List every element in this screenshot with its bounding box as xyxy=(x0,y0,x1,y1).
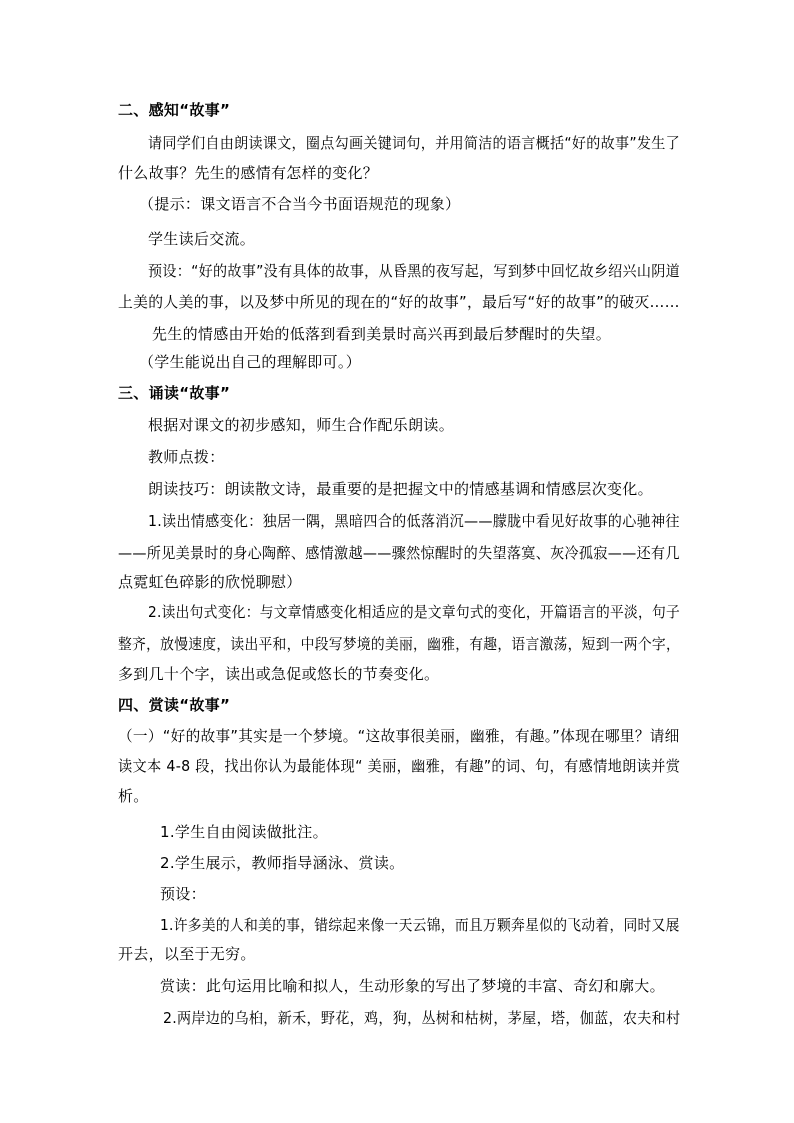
paragraph-line: 赏读：此句运用比喻和拟人，生动形象的写出了梦境的丰富、奇幻和廓大。 xyxy=(160,977,665,995)
paragraph-line: 教师点拨： xyxy=(148,448,225,466)
paragraph-line: 预设：“好的故事”没有具体的故事，从昏黑的夜写起，写到梦中回忆故乡绍兴山阴道 xyxy=(148,262,680,280)
section-heading-appreciate: 四、赏读“故事” xyxy=(118,696,231,714)
paragraph-line: 1.学生自由阅读做批注。 xyxy=(160,823,328,841)
paragraph-line: 先生的情感由开始的低落到看到美景时高兴再到最后梦醒时的失望。 xyxy=(152,325,612,343)
paragraph-line: （提示：课文语言不合当今书面语规范的现象） xyxy=(139,195,461,213)
section-heading-perceive: 二、感知“故事” xyxy=(118,101,231,119)
paragraph-line: 点霓虹色碎影的欣悦聊慰） xyxy=(118,573,302,591)
paragraph-line: ——所见美景时的身心陶醉、感情激越——骤然惊醒时的失望落寞、灰冷孤寂——还有几 xyxy=(118,544,680,562)
paragraph-line: 预设： xyxy=(160,885,206,903)
paragraph-line: 请同学们自由朗读课文，圈点勾画关键词句，并用简洁的语言概括“好的故事”发生了 xyxy=(148,134,680,152)
paragraph-line: 开去，以至于无穷。 xyxy=(118,945,256,963)
paragraph-line: 1.许多美的人和美的事，错综起来像一天云锦，而且万颗奔星似的飞动着，同时又展 xyxy=(160,916,680,934)
paragraph-line: 2.学生展示，教师指导涵泳、赏读。 xyxy=(160,854,405,872)
paragraph-line: 学生读后交流。 xyxy=(148,230,256,248)
paragraph-line: 1.读出情感变化：独居一隅，黑暗四合的低落消沉——朦胧中看见好故事的心驰神往 xyxy=(148,512,680,530)
paragraph-line: 析。 xyxy=(118,787,149,805)
paragraph-line: 整齐，放慢速度，读出平和，中段写梦境的美丽，幽雅，有趣，语言激荡，短到一两个字， xyxy=(118,635,681,653)
paragraph-line: 多到几十个字，读出或急促或悠长的节奏变化。 xyxy=(118,665,440,683)
paragraph-line: （一）“好的故事”其实是一个梦境。“这故事很美丽，幽雅，有趣。”体现在哪里？请细 xyxy=(118,727,680,745)
paragraph-line: 朗读技巧：朗读散文诗，最重要的是把握文中的情感基调和情感层次变化。 xyxy=(148,480,653,498)
paragraph-line: 根据对课文的初步感知，师生合作配乐朗读。 xyxy=(148,416,455,434)
paragraph-line: 什么故事？先生的感情有怎样的变化？ xyxy=(118,164,379,182)
paragraph-line: 上美的人美的事，以及梦中所见的现在的“好的故事”，最后写“好的故事”的破灭…… xyxy=(118,293,680,311)
paragraph-line: 读文本 4-8 段，找出你认为最能体现“ 美丽，幽雅，有趣”的词、句，有感情地朗读并赏 xyxy=(118,757,681,775)
paragraph-line: 2.读出句式变化：与文章情感变化相适应的是文章句式的变化，开篇语言的平淡，句子 xyxy=(148,603,681,621)
paragraph-line: 2.两岸边的乌桕，新禾，野花，鸡，狗，丛树和枯树，茅屋，塔，伽蓝，农夫和村 xyxy=(163,1009,681,1027)
paragraph-line: （学生能说出自己的理解即可。） xyxy=(139,353,362,371)
section-heading-recite: 三、诵读“故事” xyxy=(118,384,231,402)
